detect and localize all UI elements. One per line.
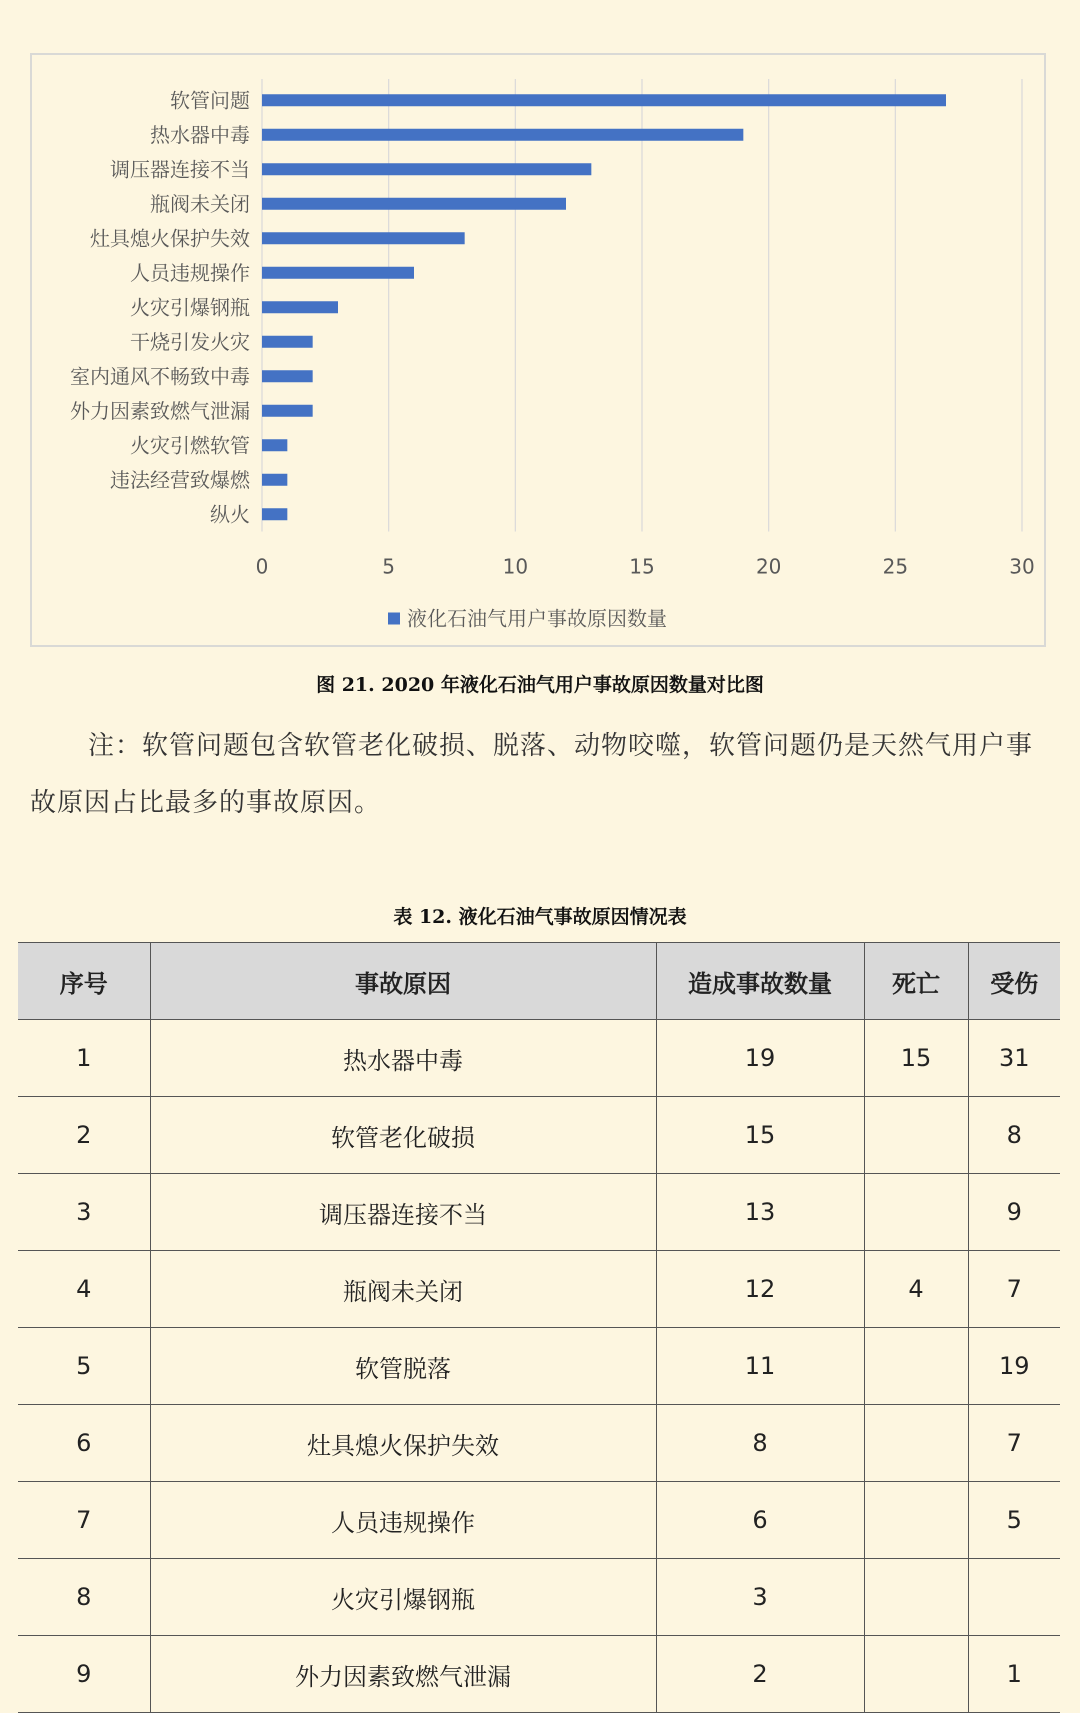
category-label: 灶具熄火保护失效 (90, 226, 250, 251)
cell-deaths (864, 1636, 968, 1713)
table-caption: 表 12. 液化石油气事故原因情况表 (393, 906, 687, 928)
x-tick-label: 15 (629, 554, 655, 579)
cell-reason: 瓶阀未关闭 (150, 1251, 656, 1328)
cell-injuries: 7 (968, 1405, 1060, 1482)
bar (262, 94, 946, 106)
cell-deaths (864, 1559, 968, 1636)
cell-accident-count: 19 (656, 1020, 864, 1097)
x-tick-label: 25 (882, 554, 909, 579)
category-label: 干烧引发火灾 (130, 329, 250, 354)
cell-index: 6 (18, 1405, 150, 1482)
bar (262, 163, 591, 175)
cell-reason: 灶具熄火保护失效 (150, 1405, 656, 1482)
cell-deaths (864, 1405, 968, 1482)
table-row (18, 1020, 1060, 1097)
cell-deaths (864, 1482, 968, 1559)
cell-index: 2 (18, 1097, 150, 1174)
x-tick-label: 0 (255, 554, 269, 579)
table-row (18, 1251, 1060, 1328)
cell-injuries: 9 (968, 1174, 1060, 1251)
x-tick-label: 10 (502, 554, 529, 579)
cell-injuries: 19 (968, 1328, 1060, 1405)
header-index: 序号 (18, 943, 150, 1020)
bar (262, 198, 566, 210)
cell-index: 3 (18, 1174, 150, 1251)
cell-accident-count: 3 (656, 1559, 864, 1636)
cell-deaths (864, 1328, 968, 1405)
cell-deaths: 15 (864, 1020, 968, 1097)
header-accident-count: 造成事故数量 (656, 943, 864, 1020)
table-row (18, 1482, 1060, 1559)
cell-accident-count: 13 (656, 1174, 864, 1251)
category-label: 软管问题 (170, 88, 250, 113)
figure-caption: 图 21. 2020 年液化石油气用户事故原因数量对比图 (316, 674, 764, 696)
bar (262, 336, 313, 348)
bar (262, 439, 287, 451)
accident-reasons-table (18, 942, 1060, 1713)
cell-reason: 调压器连接不当 (150, 1174, 656, 1251)
cell-index: 7 (18, 1482, 150, 1559)
cell-reason: 软管老化破损 (150, 1097, 656, 1174)
header-reason: 事故原因 (150, 943, 656, 1020)
table-row (18, 1405, 1060, 1482)
bar (262, 508, 287, 520)
cell-index: 8 (18, 1559, 150, 1636)
cell-accident-count: 2 (656, 1636, 864, 1713)
cell-index: 5 (18, 1328, 150, 1405)
cell-reason: 热水器中毒 (150, 1020, 656, 1097)
x-tick-label: 20 (755, 554, 782, 579)
table-row (18, 1636, 1060, 1713)
cell-reason: 火灾引爆钢瓶 (150, 1559, 656, 1636)
table-row (18, 1559, 1060, 1636)
category-label: 人员违规操作 (130, 260, 250, 285)
note-paragraph: 注：软管问题包含软管老化破损、脱落、动物咬噬，软管问题仍是天然气用户事故原因占比最多的事故原因。 (30, 731, 1034, 818)
cell-reason: 外力因素致燃气泄漏 (150, 1636, 656, 1713)
category-label: 火灾引燃软管 (130, 433, 250, 458)
table-row (18, 1097, 1060, 1174)
table-row (18, 1328, 1060, 1405)
legend-label: 液化石油气用户事故原因数量 (407, 606, 667, 631)
cell-injuries: 8 (968, 1097, 1060, 1174)
cell-injuries: 5 (968, 1482, 1060, 1559)
bar (262, 129, 743, 141)
cell-accident-count: 6 (656, 1482, 864, 1559)
cell-deaths (864, 1174, 968, 1251)
cell-accident-count: 8 (656, 1405, 864, 1482)
cell-accident-count: 11 (656, 1328, 864, 1405)
category-label: 室内通风不畅致中毒 (70, 364, 250, 389)
cell-accident-count: 15 (656, 1097, 864, 1174)
category-label: 瓶阀未关闭 (150, 191, 250, 216)
chart-frame (30, 53, 1046, 647)
cell-injuries: 1 (968, 1636, 1060, 1713)
x-tick-label: 5 (382, 554, 396, 579)
cell-injuries: 31 (968, 1020, 1060, 1097)
category-label: 纵火 (210, 502, 250, 527)
bar (262, 301, 338, 313)
cell-reason: 人员违规操作 (150, 1482, 656, 1559)
cell-accident-count: 12 (656, 1251, 864, 1328)
bar (262, 267, 414, 279)
table-row (18, 1174, 1060, 1251)
bar (262, 474, 287, 486)
cell-injuries (968, 1559, 1060, 1636)
header-injuries: 受伤 (968, 943, 1060, 1020)
cell-deaths: 4 (864, 1251, 968, 1328)
bar (262, 405, 313, 417)
category-label: 调压器连接不当 (110, 157, 250, 182)
bar (262, 370, 313, 382)
cell-reason: 软管脱落 (150, 1328, 656, 1405)
category-label: 违法经营致爆燃 (110, 467, 250, 492)
bar (262, 232, 465, 244)
table-header-row (18, 943, 1060, 1020)
header-deaths: 死亡 (864, 943, 968, 1020)
cell-index: 1 (18, 1020, 150, 1097)
x-tick-label: 30 (1009, 554, 1035, 579)
bar-chart (32, 55, 1044, 645)
cell-injuries: 7 (968, 1251, 1060, 1328)
cell-index: 4 (18, 1251, 150, 1328)
category-label: 热水器中毒 (150, 122, 250, 147)
cell-deaths (864, 1097, 968, 1174)
cell-index: 9 (18, 1636, 150, 1713)
legend-swatch (388, 613, 400, 625)
category-label: 火灾引爆钢瓶 (130, 295, 250, 320)
category-label: 外力因素致燃气泄漏 (70, 398, 250, 423)
